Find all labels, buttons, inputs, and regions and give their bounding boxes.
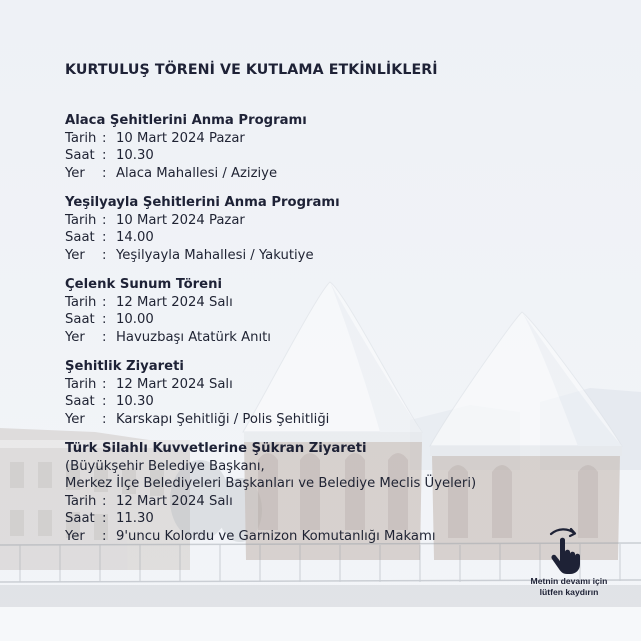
page-title: KURTULUŞ TÖRENİ VE KUTLAMA ETKİNLİKLERİ — [65, 62, 438, 78]
row-value: 10.30 — [116, 394, 154, 409]
event-celenk — [65, 276, 535, 346]
row-separator: : — [102, 511, 107, 526]
event-sehitlik — [65, 358, 535, 428]
date-row — [65, 376, 535, 394]
row-value: 10 Mart 2024 Pazar — [116, 130, 245, 146]
row-separator: : — [102, 411, 107, 427]
row-separator: : — [102, 230, 107, 245]
row-separator: : — [102, 528, 107, 544]
row-separator: : — [102, 312, 107, 327]
time-row — [65, 510, 535, 528]
event-tsk — [65, 440, 535, 545]
row-label: Yer — [65, 411, 85, 427]
date-row — [65, 212, 535, 230]
event-title: Yeşilyayla Şehitlerini Anma Programı — [65, 195, 340, 210]
time-row — [65, 393, 535, 411]
row-label: Tarih — [65, 376, 97, 392]
scroll-hint-line1: Metnin devamı için — [530, 576, 608, 586]
row-separator: : — [102, 165, 107, 181]
scroll-hint — [528, 526, 610, 597]
row-label: Tarih — [65, 130, 97, 146]
row-separator: : — [102, 329, 107, 345]
event-list — [65, 112, 535, 557]
scroll-hint-line2: lütfen kaydırın — [539, 586, 599, 597]
row-value: Alaca Mahallesi / Aziziye — [116, 165, 278, 181]
row-label: Tarih — [65, 493, 97, 509]
swipe-hand-icon — [546, 526, 592, 576]
row-label: Yer — [65, 247, 85, 263]
row-label: Saat — [65, 511, 95, 526]
row-separator: : — [102, 247, 107, 263]
event-note: (Büyükşehir Belediye Başkanı, — [65, 458, 265, 474]
row-label: Saat — [65, 148, 95, 163]
row-value: 11.30 — [116, 511, 154, 526]
place-row — [65, 165, 535, 183]
row-value: 12 Mart 2024 Salı — [116, 376, 233, 392]
row-value: Havuzbaşı Atatürk Anıtı — [116, 329, 271, 345]
time-row — [65, 147, 535, 165]
place-row — [65, 247, 535, 265]
row-value: 10.30 — [116, 148, 154, 163]
date-row — [65, 130, 535, 148]
row-value: Yeşilyayla Mahallesi / Yakutiye — [116, 247, 314, 263]
row-value: 10.00 — [116, 312, 154, 327]
row-label: Saat — [65, 394, 95, 409]
row-label: Saat — [65, 312, 95, 327]
event-note: Merkez İlçe Belediyeleri Başkanları ve Belediye Meclis Üyeleri) — [65, 476, 477, 491]
row-separator: : — [102, 493, 107, 509]
place-row — [65, 528, 535, 546]
row-label: Yer — [65, 528, 85, 544]
row-label: Yer — [65, 165, 85, 181]
row-separator: : — [102, 376, 107, 392]
row-value: 10 Mart 2024 Pazar — [116, 212, 245, 228]
row-label: Tarih — [65, 294, 97, 310]
event-title: Çelenk Sunum Töreni — [65, 277, 223, 292]
event-title: Şehitlik Ziyareti — [65, 359, 184, 374]
row-separator: : — [102, 212, 107, 228]
row-label: Saat — [65, 230, 95, 245]
date-row — [65, 294, 535, 312]
date-row — [65, 493, 535, 511]
row-separator: : — [102, 130, 107, 146]
row-separator: : — [102, 294, 107, 310]
row-label: Tarih — [65, 212, 97, 228]
event-title: Alaca Şehitlerini Anma Programı — [65, 113, 307, 128]
row-value: Karskapı Şehitliği / Polis Şehitliği — [116, 411, 330, 427]
row-value: 9'uncu Kolordu ve Garnizon Komutanlığı Makamı — [116, 528, 436, 544]
event-alaca — [65, 112, 535, 182]
row-value: 12 Mart 2024 Salı — [116, 493, 233, 509]
row-separator: : — [102, 148, 107, 163]
time-row — [65, 229, 535, 247]
time-row — [65, 311, 535, 329]
row-separator: : — [102, 394, 107, 409]
place-row — [65, 329, 535, 347]
row-label: Yer — [65, 329, 85, 345]
place-row — [65, 411, 535, 429]
event-title: Türk Silahlı Kuvvetlerine Şükran Ziyareti — [65, 441, 367, 456]
event-yesilyayla — [65, 194, 535, 264]
row-value: 12 Mart 2024 Salı — [116, 294, 233, 310]
row-value: 14.00 — [116, 230, 154, 245]
